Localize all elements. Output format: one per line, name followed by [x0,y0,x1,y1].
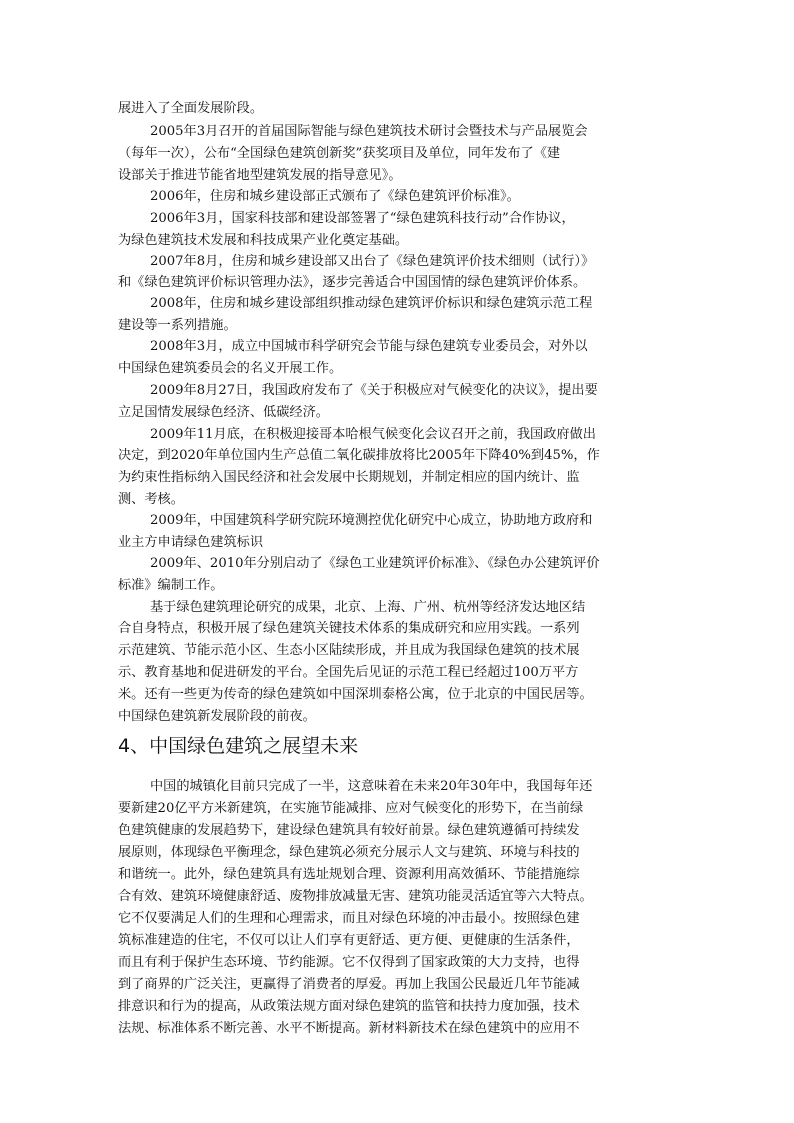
history-text-line: 业主方申请绿色建筑标识 [118,535,264,550]
history-text-line: 2009年，中国建筑科学研究院环境测控优化研究中心成立，协助地方政府和 [150,513,593,528]
history-text-line: 展进入了全面发展阶段。 [118,101,264,116]
history-text-line: 2008年3月，成立中国城市科学研究会节能与绿色建筑专业委员会，对外以 [150,339,588,354]
history-text-line: 和《绿色建筑评价标识管理办法》，逐步完善适合中国国情的绿色建筑评价体系。 [118,275,587,290]
history-text-line: 2008年，住房和城乡建设部组织推动绿色建筑评价标识和绿色建筑示范工程 [150,296,593,311]
history-text-line: 为绿色建筑技术发展和科技成果产业化奠定基础。 [118,233,409,248]
outlook-text-line: 而且有利于保护生态环境、节约能源。它不仅得到了国家政策的大力支持，也得 [118,955,580,970]
history-text-line: 2006年，住房和城乡建设部正式颁布了《绿色建筑评价标准》。 [150,189,520,204]
history-text-line: 为约束性指标纳入国民经济和社会发展中长期规划，并制定相应的国内统计、监 [118,470,580,485]
history-text-line: 2009年11月底，在积极迎接哥本哈根气候变化会议召开之前，我国政府做出 [150,427,596,442]
outlook-text-line: 排意识和行为的提高，从政策法规方面对绿色建筑的监管和扶持力度加强，技术 [118,999,580,1014]
history-text-line: 示、教育基地和促进研发的平台。全国先后见证的示范工程已经超过100万平方 [118,665,579,680]
history-text-line: 立足国情发展绿色经济、低碳经济。 [118,405,329,420]
history-text-line: 示范建筑、节能示范小区、生态小区陆续形成，并且成为我国绿色建筑的技术展 [118,643,580,658]
history-text-line: 中国绿色建筑委员会的名义开展工作。 [118,361,343,376]
outlook-text-line: 它不仅要满足人们的生理和心理需求，而且对绿色环境的冲击最小。按照绿色建 [118,911,580,926]
outlook-text-line: 展原则，体现绿色平衡理念，绿色建筑必须充分展示人文与建筑、环境与科技的 [118,845,580,860]
history-text-line: 合自身特点，积极开展了绿色建筑关键技术体系的集成研究和应用实践。一系列 [118,621,580,636]
history-text-line: 中国绿色建筑新发展阶段的前夜。 [118,709,316,724]
history-text-line: 2009年8月27日，我国政府发布了《关于积极应对气候变化的决议》，提出要 [150,383,598,398]
history-text-line: 米。还有一些更为传奇的绿色建筑如中国深圳泰格公寓，位于北京的中国民居等。 [118,687,593,702]
section-heading: 4、中国绿色建筑之展望未来 [118,735,359,757]
outlook-text-line: 和谐统一。此外，绿色建筑具有选址规划合理、资源利用高效循环、节能措施综 [118,867,580,882]
outlook-text-line: 中国的城镇化目前只完成了一半，这意味着在未来20年30年中，我国每年还 [150,779,593,794]
history-text-line: 决定，到2020年单位国内生产总值二氧化碳排放将比2005年下降40%到45%，作 [118,448,600,463]
outlook-text-line: 筑标准建造的住宅，不仅可以让人们享有更舒适、更方便、更健康的生活条件， [118,933,580,948]
history-text-line: 2006年3月，国家科技部和建设部签署了“绿色建筑科技行动”合作协议， [150,211,575,226]
outlook-text-line: 合有效、建筑环境健康舒适、废物排放减量无害、建筑功能灵活适宜等六大特点。 [118,889,593,904]
history-text-line: 建设等一系列措施。 [118,318,237,333]
history-text-line: 2009年、2010年分别启动了《绿色工业建筑评价标准》、《绿色办公建筑评价 [150,556,600,571]
history-text-line: （每年一次），公布“全国绿色建筑创新奖”获奖项目及单位，同年发布了《建 [118,146,561,161]
history-text-line: 设部关于推进节能省地型建筑发展的指导意见》。 [118,168,402,183]
history-text-line: 2005年3月召开的首届国际智能与绿色建筑技术研讨会暨技术与产品展览会 [150,124,588,139]
history-text-line: 2007年8月，住房和城乡建设部又出台了《绿色建筑评价技术细则（试行）》 [150,254,595,269]
history-text-line: 基于绿色建筑理论研究的成果，北京、上海、广州、杭州等经济发达地区结 [150,600,586,615]
history-text-line: 测、考核。 [118,492,184,507]
outlook-text-line: 法规、标准体系不断完善、水平不断提高。新材料新技术在绿色建筑中的应用不 [118,1021,580,1036]
outlook-text-line: 要新建20亿平方米新建筑，在实施节能减排、应对气候变化的形势下，在当前绿 [118,801,584,816]
outlook-text-line: 色建筑健康的发展趋势下，建设绿色建筑具有较好前景。绿色建筑遵循可持续发 [118,823,580,838]
outlook-text-line: 到了商界的广泛关注，更赢得了消费者的厚爱。再加上我国公民最近几年节能减 [118,977,580,992]
history-text-line: 标准》编制工作。 [118,578,224,593]
